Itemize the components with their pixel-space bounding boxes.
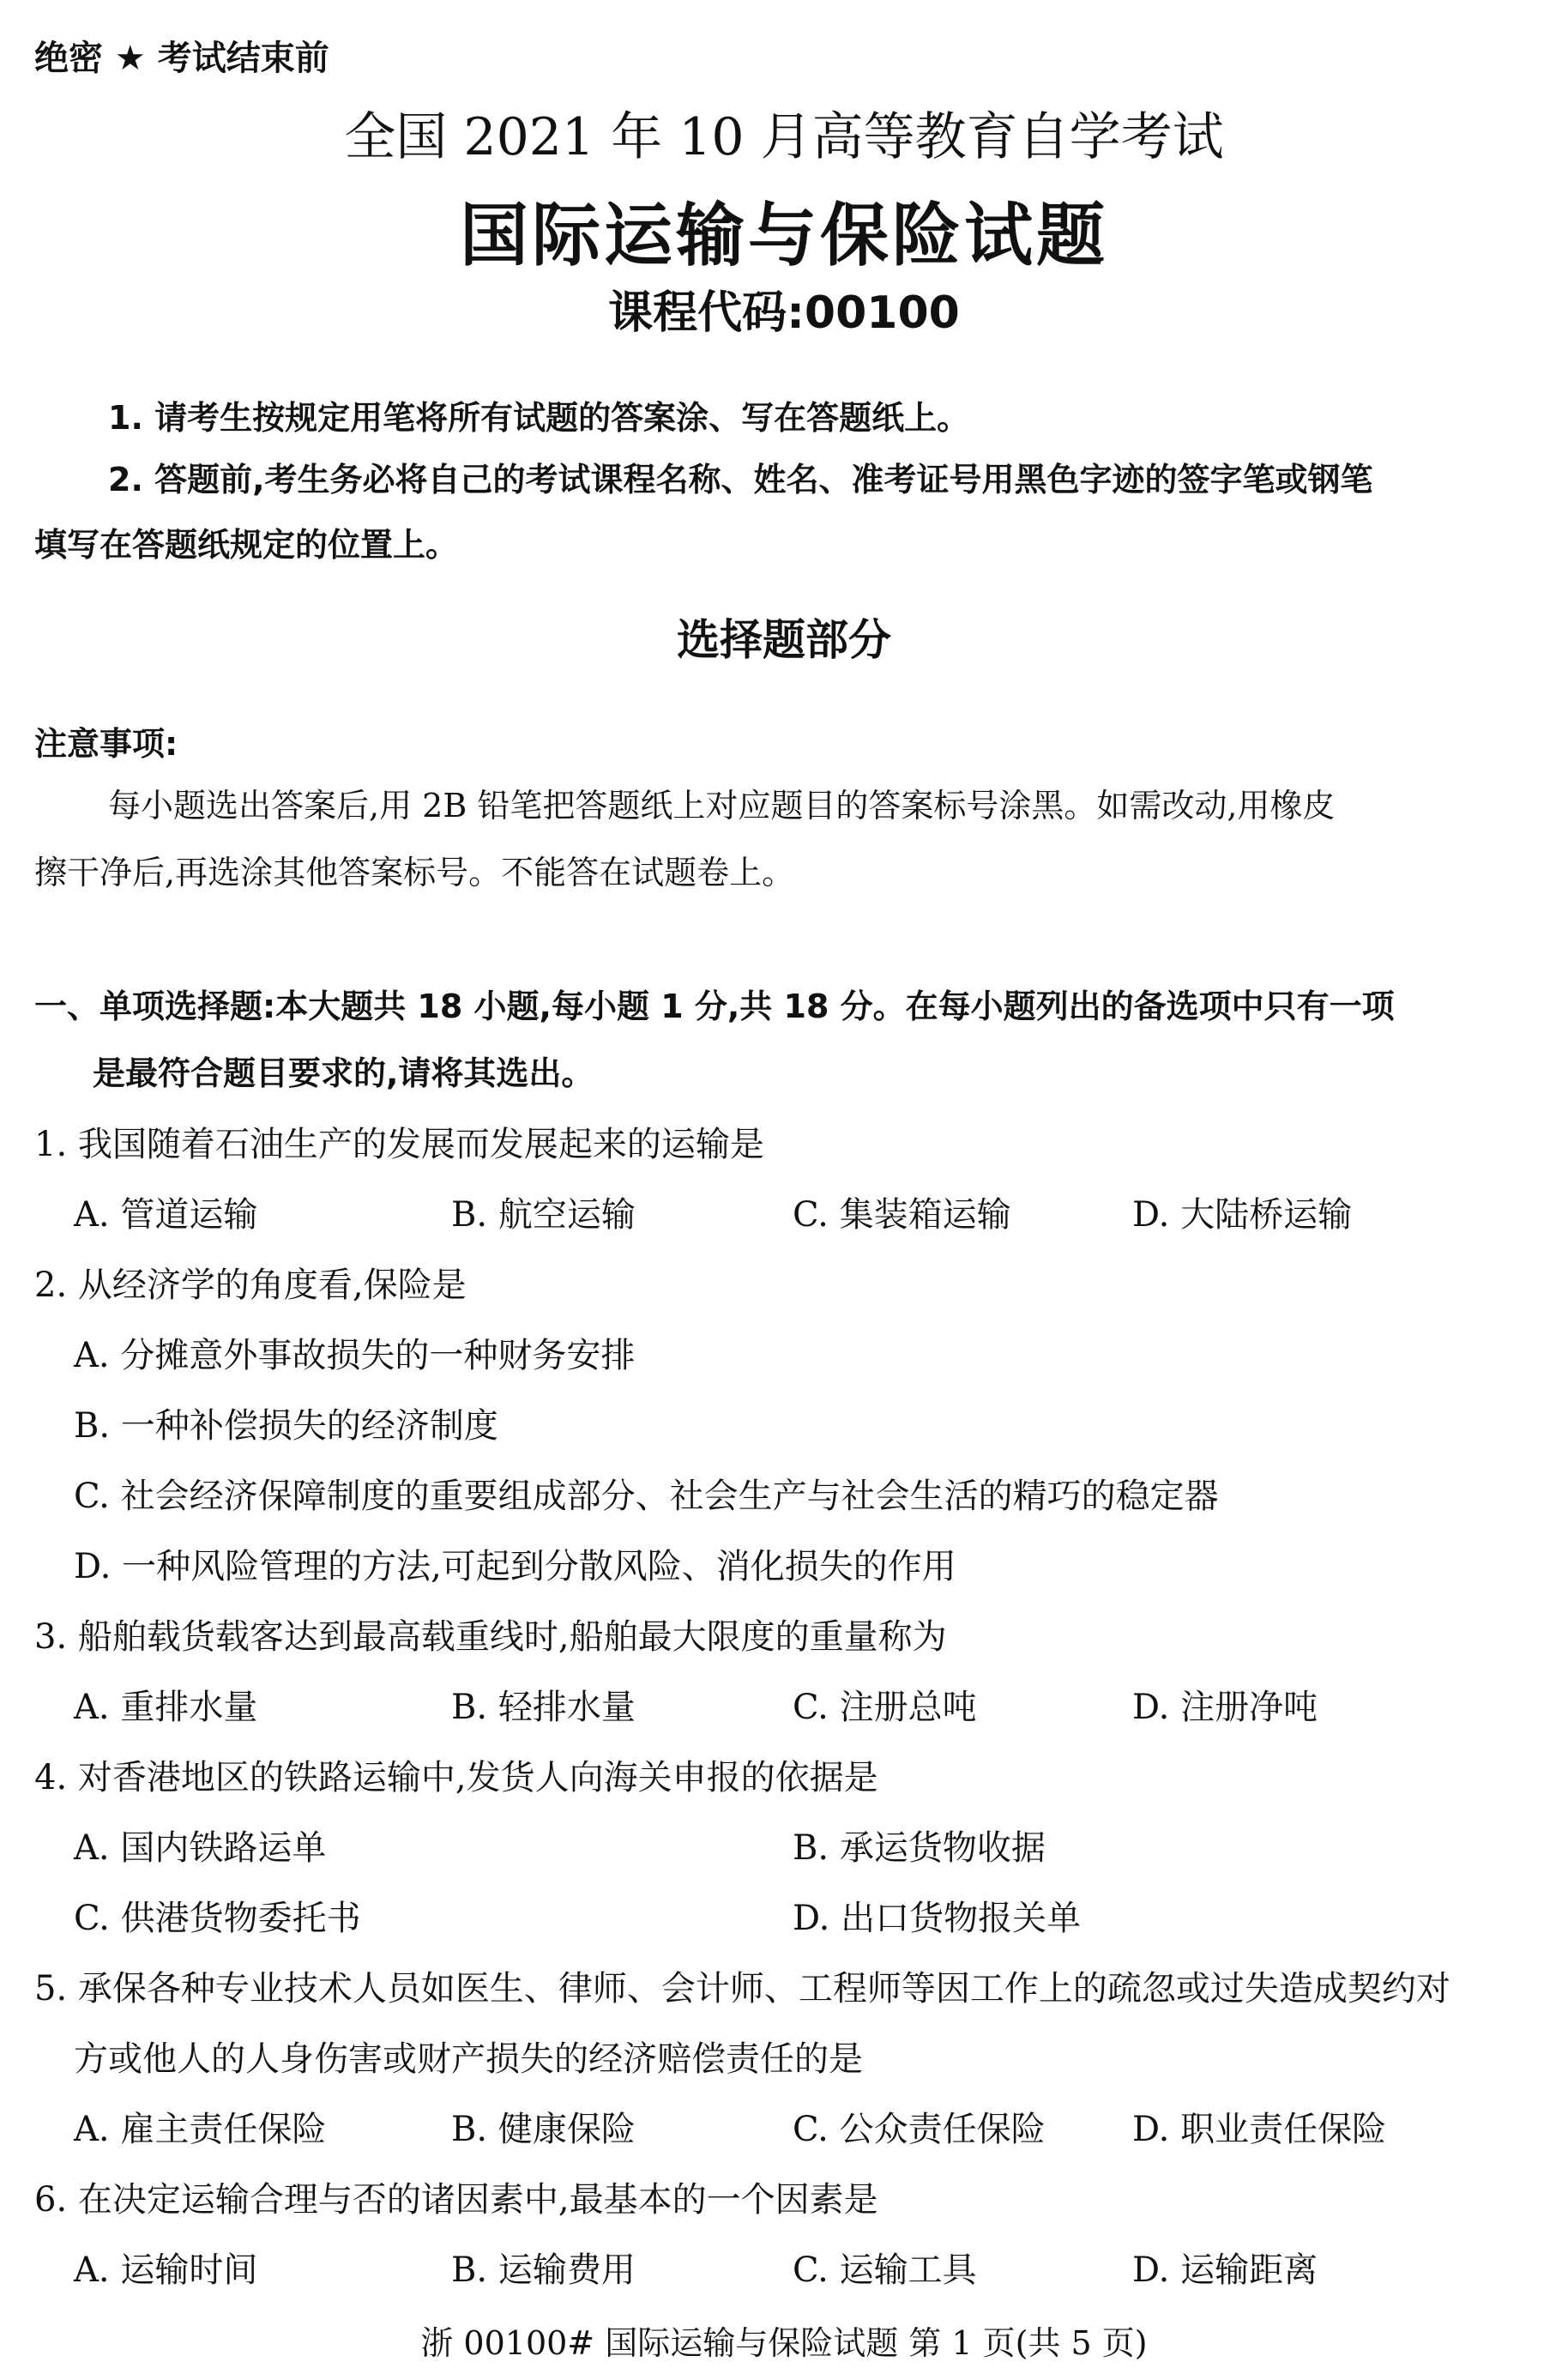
question-4-option-c: C. 供港货物委托书	[74, 1899, 361, 1938]
question-2-option-c: C. 社会经济保障制度的重要组成部分、社会生产与社会生活的精巧的稳定器	[74, 1477, 1219, 1516]
question-6-option-d: D. 运输距离	[1132, 2250, 1318, 2290]
question-5-option-d: D. 职业责任保险	[1132, 2110, 1387, 2149]
question-4-option-b: B. 承运货物收据	[793, 1828, 1046, 1868]
question-3-option-d: D. 注册净吨	[1132, 1688, 1318, 1727]
question-1-option-c: C. 集装箱运输	[793, 1195, 1011, 1235]
question-2-stem: 2. 从经济学的角度看,保险是	[34, 1266, 467, 1305]
question-5-stem-cont: 方或他人的人身伤害或财产损失的经济赔偿责任的是	[74, 2039, 863, 2079]
notice-line-1: 每小题选出答案后,用 2B 铅笔把答题纸上对应题目的答案标号涂黑。如需改动,用橡皮	[108, 787, 1336, 825]
question-3-option-c: C. 注册总吨	[793, 1688, 977, 1727]
instruction-2-cont: 填写在答题纸规定的位置上。	[34, 526, 459, 564]
instruction-1: 1. 请考生按规定用笔将所有试题的答案涂、写在答题纸上。	[108, 399, 970, 437]
question-3-option-a: A. 重排水量	[74, 1688, 258, 1727]
part-heading-line-2: 是最符合题目要求的,请将其选出。	[93, 1054, 594, 1092]
page-footer: 浙 00100# 国际运输与保险试题 第 1 页(共 5 页)	[420, 2324, 1148, 2362]
question-5-option-c: C. 公众责任保险	[793, 2110, 1046, 2149]
question-1-option-a: A. 管道运输	[74, 1195, 258, 1235]
question-1-option-d: D. 大陆桥运输	[1132, 1195, 1353, 1235]
question-6-option-b: B. 运输费用	[451, 2250, 636, 2290]
question-1-stem: 1. 我国随着石油生产的发展而发展起来的运输是	[34, 1125, 764, 1164]
instruction-2: 2. 答题前,考生务必将自己的考试课程名称、姓名、准考证号用黑色字迹的签字笔或钢笔	[108, 461, 1373, 498]
course-code: 课程代码:00100	[608, 287, 960, 339]
question-4-option-d: D. 出口货物报关单	[793, 1899, 1082, 1938]
exam-title: 全国 2021 年 10 月高等教育自学考试	[344, 107, 1224, 167]
question-6-option-c: C. 运输工具	[793, 2250, 977, 2290]
question-6-stem: 6. 在决定运输合理与否的诸因素中,最基本的一个因素是	[34, 2180, 878, 2220]
notice-heading: 注意事项:	[34, 725, 178, 763]
question-5-option-a: A. 雇主责任保险	[74, 2110, 327, 2149]
question-1-option-b: B. 航空运输	[451, 1195, 636, 1235]
question-5-option-b: B. 健康保险	[451, 2110, 636, 2149]
paper-title: 国际运输与保险试题	[460, 196, 1108, 275]
secret-label: 绝密 ★ 考试结束前	[34, 39, 329, 78]
question-2-option-d: D. 一种风险管理的方法,可起到分散风险、消化损失的作用	[74, 1547, 956, 1586]
question-4-stem: 4. 对香港地区的铁路运输中,发货人向海关申报的依据是	[34, 1758, 878, 1797]
section-title: 选择题部分	[677, 615, 891, 665]
part-heading-line-1: 一、单项选择题:本大题共 18 小题,每小题 1 分,共 18 分。在每小题列出的备选项中只有一项	[34, 988, 1395, 1025]
question-5-stem: 5. 承保各种专业技术人员如医生、律师、会计师、工程师等因工作上的疏忽或过失造成契约对	[34, 1969, 1450, 2009]
question-3-option-b: B. 轻排水量	[451, 1688, 636, 1727]
question-4-option-a: A. 国内铁路运单	[74, 1828, 327, 1868]
question-2-option-b: B. 一种补偿损失的经济制度	[74, 1406, 498, 1446]
question-2-option-a: A. 分摊意外事故损失的一种财务安排	[74, 1336, 636, 1375]
notice-line-2: 擦干净后,再选涂其他答案标号。不能答在试题卷上。	[34, 854, 795, 891]
question-6-option-a: A. 运输时间	[74, 2250, 258, 2290]
question-3-stem: 3. 船舶载货载客达到最高载重线时,船舶最大限度的重量称为	[34, 1617, 947, 1657]
